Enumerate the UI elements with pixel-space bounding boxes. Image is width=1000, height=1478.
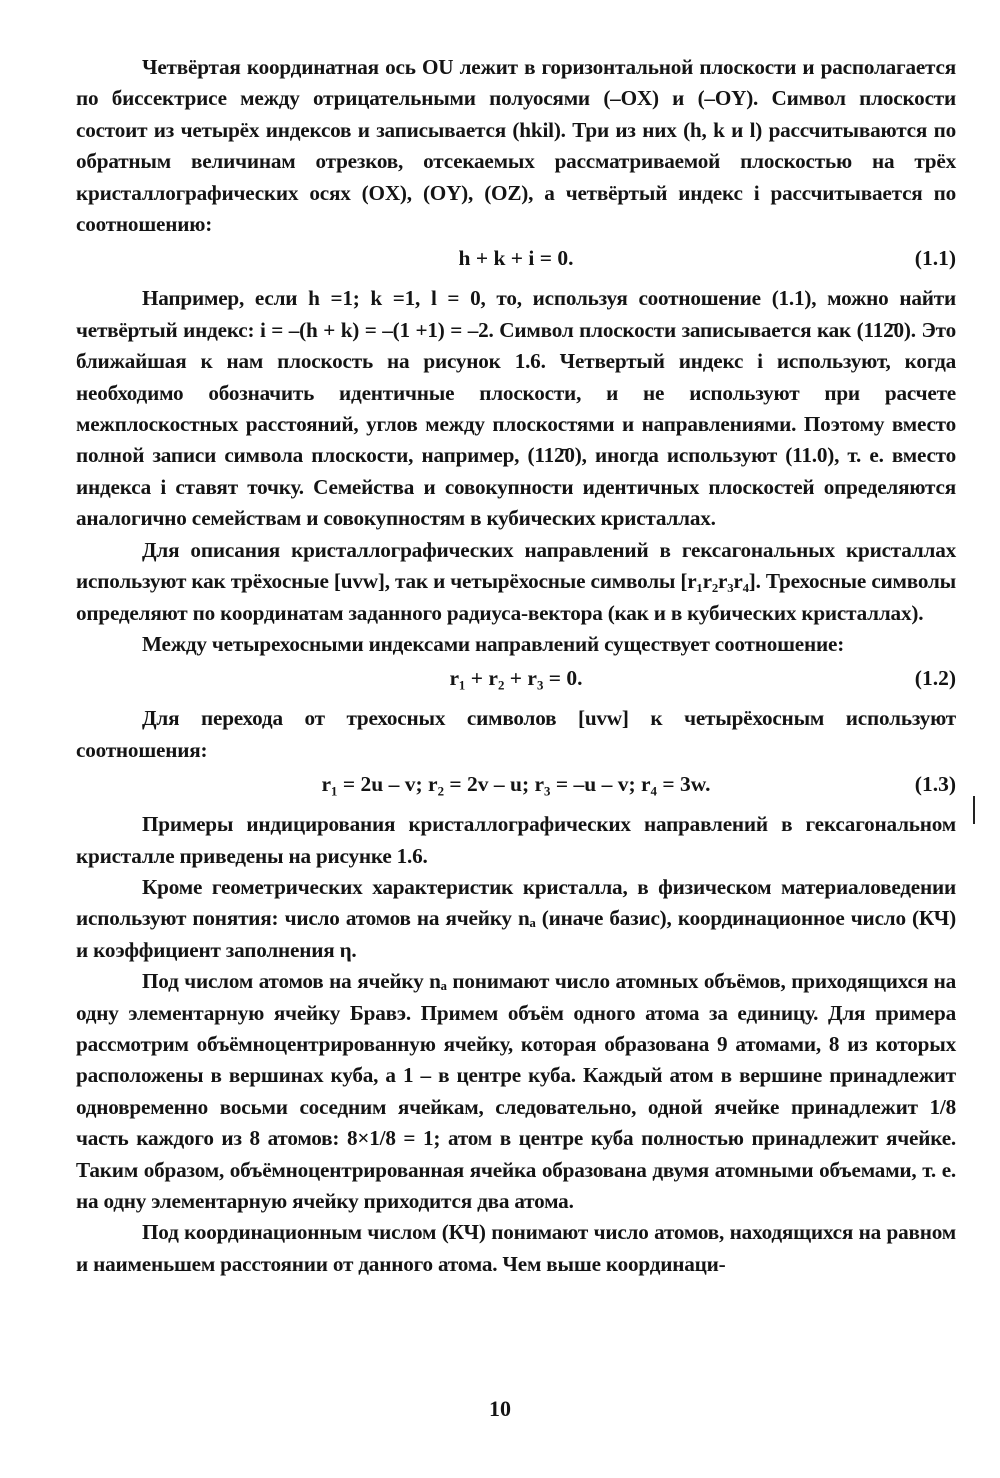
equation-1-3 [76,768,956,801]
paragraph-6: Примеры индицирования кристаллографических направлений в гексагональном кристалле приведены на рисунке 1.6. [76,812,956,868]
equation-number: (1.2) [914,666,956,691]
margin-mark [973,796,975,824]
paragraph-2: Например, если h =1; k =1, l = 0, то, используя соотношение (1.1), можно найти четвёртый индекс: i = –(h + k) = –(1 +1) = –2. Символ плоскости записывается как (112̄0). Это ближайшая к нам плоскость на рисунок 1.6. Четвертый индекс i используют, когда необходимо обозначить идентичные плоскости, и не используют при расчете межплоскостных расстояний, углов между плоскостями и направлениями. Поэтому вместо полной записи символа плоскости, например, (112̄0), иногда используют (11.0), т. е. вместо индекса i ставят точку. Семейства и совокупности идентичных плоскостей определяются аналогично семействам и совокупностям в кубических кристаллах. [76,286,956,531]
equation-expression: h + k + i = 0. [458,246,574,271]
equation-1-1 [76,242,956,275]
page-number: 10 [489,1396,511,1421]
paragraph-8: Под числом атомов на ячейку nₐ понимают число атомных объёмов, приходящихся на одну элементарную ячейку Бравэ. Примем объём одного атома за единицу. Для примера рассмотрим объёмноцентрированную ячейку, которая образована 9 атомами, 8 из которых расположены в вершинах куба, а 1 – в центре куба. Каждый атом в вершине принадлежит одновременно восьми соседним ячейкам, следовательно, одной ячейке принадлежит 1/8 часть каждого из 8 атомов: 8×1/8 = 1; атом в центре куба полностью принадлежит ячейке. Таким образом, объёмноцентрированная ячейка образована двумя атомными объемами, т. е. на одну элементарную ячейку приходится два атома. [76,969,956,1213]
equation-expression: r₁ + r₂ + r₃ = 0. [449,666,583,691]
paragraph-7: Кроме геометрических характеристик кристалла, в физическом материаловедении используют понятия: число атомов на ячейку nₐ (иначе базис), координационное число (КЧ) и коэффициент заполнения η. [76,874,956,962]
equation-expression: r₁ = 2u – v; r₂ = 2v – u; r₃ = –u – v; r₄ = 3w. [321,772,711,797]
paragraph-3: Для описания кристаллографических направлений в гексагональных кристаллах используют как трёхосные [uvw], так и четырёхосные символы [r₁r₂r₃r₄]. Трехосные символы определяют по координатам заданного радиуса-вектора (как и в кубических кристаллах). [76,537,956,625]
paragraph-9: Под координационным числом (КЧ) понимают число атомов, находящихся на равном и наименьшем расстоянии от данного атома. Чем выше координаци- [76,1220,956,1276]
paragraph-1: Четвёртая координатная ось OU лежит в горизонтальной плоскости и располагается по биссектрисе между отрицательными полуосями (–OX) и (–OY). Символ плоскости состоит из четырёх индексов и записывается (hkil). Три из них (h, k и l) рассчитываются по обратным величинам отрезков, отсекаемых рассматриваемой плоскостью на трёх кристаллографических осях (OX), (OY), (OZ), а четвёртый индекс i рассчитывается по соотношению: [76,55,956,237]
equation-number: (1.1) [914,246,956,271]
equation-number: (1.3) [914,772,956,797]
equation-1-2 [76,662,956,695]
paragraph-5: Для перехода от трехосных символов [uvw] к четырёхосным используют соотношения: [76,706,956,762]
page-body [76,52,956,1280]
paragraph-4: Между четырехосными индексами направлений существует соотношение: [142,631,845,656]
